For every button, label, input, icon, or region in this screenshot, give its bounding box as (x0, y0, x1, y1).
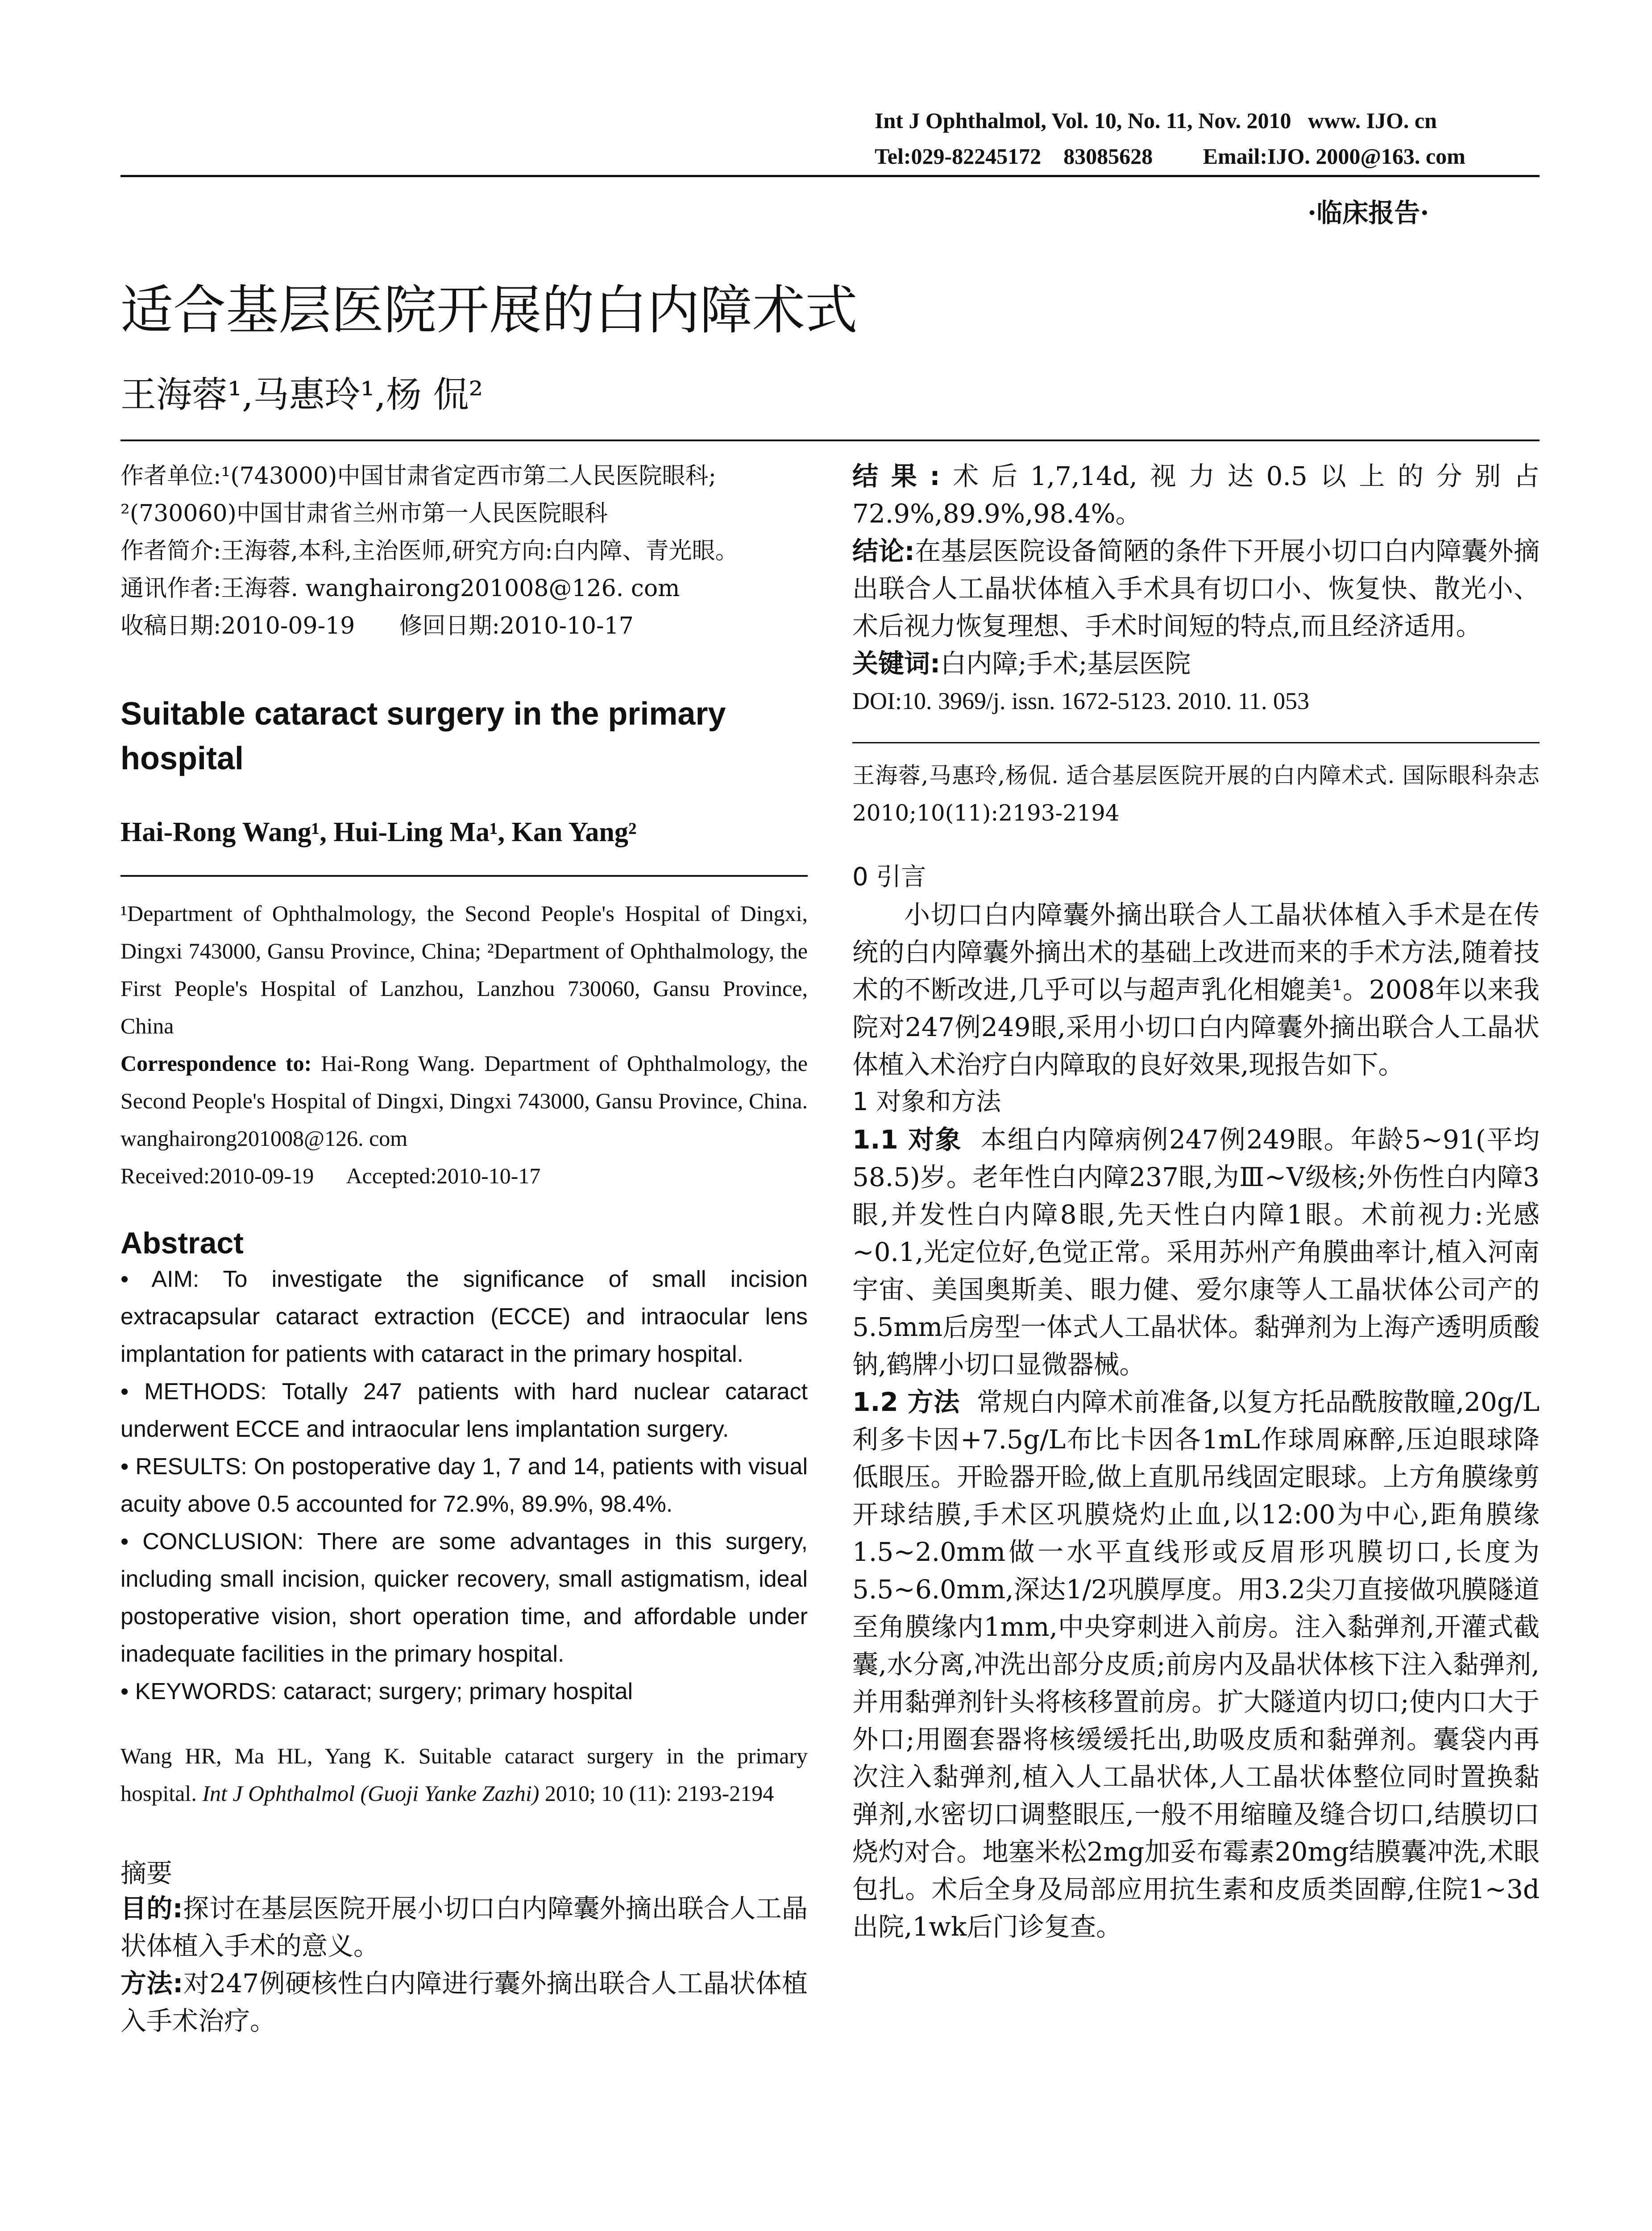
abstract-conclusion: • CONCLUSION: There are some advantages in this surgery, including small incision, quicker recovery, small astigmatism, ideal postoperative vision, short operation time, and affordable under inadequate facilities in the primary hospital. (120, 1529, 808, 1667)
keywords-label: 关键词: (852, 648, 941, 679)
abstract-cn-aim (120, 1890, 808, 1965)
abstract-cn-heading: 摘要 (120, 1858, 173, 1888)
results-label: 结果: (852, 461, 940, 491)
section-1-2-label: 1.2 方法 (852, 1387, 960, 1417)
section-1-1-text: 本组白内障病例247例249眼。年龄5~91(平均58.5)岁。老年性白内障237眼,为Ⅲ~Ⅴ级核;外伤性白内障3眼,并发性白内障8眼,先天性白内障1眼。术前视力:光感~0.1,光定位好,色觉正常。采用苏州产角膜曲率计,植入河南宇宙、美国奥斯美、眼力健、爱尔康等人工晶状体公司产的5.5mm后房型一体式人工晶状体。黏弹剂为上海产透明质酸钠,鹤牌小切口显微器械。 (852, 1124, 1540, 1380)
section-1-1 (852, 1121, 1540, 1383)
right-column (852, 457, 1540, 1945)
received-dates: Received:2010-09-19 Accepted:2010-10-17 (120, 1163, 541, 1188)
citation-en-authors: Wang HR, Ma HL, Yang K. Suitable cataract surgery in the primary hospital. (120, 1743, 808, 1806)
abstract-methods: • METHODS: Totally 247 patients with hard nuclear cataract underwent ECCE and intraocular lens implantation surgery. (120, 1379, 808, 1442)
section-1-2-text: 常规白内障术前准备,以复方托品酰胺散瞳,20g/L利多卡因+7.5g/L布比卡因各1mL作球周麻醉,压迫眼球降低眼压。开睑器开睑,做上直肌吊线固定眼球。上方角膜缘剪开球结膜,手术区巩膜烧灼止血,以12:00为中心,距角膜缘1.5~2.0mm做一水平直线形或反眉形巩膜切口,长度为5.5~6.0mm,深达1/2巩膜厚度。用3.2尖刀直接做巩膜隧道至角膜缘内1mm,中央穿刺进入前房。注入黏弹剂,开灌式截囊,水分离,冲洗出部分皮质;前房内及晶状体核下注入黏弹剂,并用黏弹剂针头将核移置前房。扩大隧道内切口;使内口大于外口;用圈套器将核缓缓托出,助吸皮质和黏弹剂。囊袋内再次注入黏弹剂,植入人工晶状体,人工晶状体整位同时置换黏弹剂,水密切口调整眼压,一般不用缩瞳及缝合切口,结膜切口烧灼对合。地塞米松2mg加妥布霉素20mg结膜囊冲洗,术眼包扎。术后全身及局部应用抗生素和皮质类固醇,住院1~3d出院,1wk后门诊复查。 (852, 1387, 1540, 1942)
author-rule (120, 875, 808, 877)
citation-rule (852, 742, 1540, 743)
abstract-results: • RESULTS: On postoperative day 1, 7 and 14, patients with visual acuity above 0.5 accounted for 72.9%, 89.9%, 98.4%. (120, 1454, 808, 1517)
abstract-cn-keywords (852, 645, 1540, 682)
abstract-aim: • AIM: To investigate the significance of small incision extracapsular cataract extraction (ECCE) and intraocular lens implantation for patients with cataract in the primary hospital. (120, 1266, 808, 1367)
intro-paragraph: 小切口白内障囊外摘出联合人工晶状体植入手术是在传统的白内障囊外摘出术的基础上改进而来的手术方法,随着技术的不断改进,几乎可以与超声乳化相媲美¹。2008年以来我院对247例249眼,采用小切口白内障囊外摘出联合人工晶状体植入术治疗白内障取的良好效果,现报告如下。 (852, 900, 1540, 1080)
citation-en-journal: Int J Ophthalmol (Guoji Yanke Zazhi) (202, 1781, 540, 1806)
section-1-2 (852, 1383, 1540, 1945)
affiliation-cn-line1: 作者单位:¹(743000)中国甘肃省定西市第二人民医院眼科; (120, 463, 716, 489)
title-rule (120, 440, 1540, 441)
journal-header-line2: Tel:029-82245172 83085628 Email:IJO. 2000@163. com (875, 144, 1465, 169)
dates-cn: 收稿日期:2010-09-19 修回日期:2010-10-17 (120, 613, 634, 639)
citation-en (120, 1737, 808, 1812)
aim-text: 探讨在基层医院开展小切口白内障囊外摘出联合人工晶状体植入手术的意义。 (120, 1893, 808, 1961)
conclusion-text: 在基层医院设备简陋的条件下开展小切口白内障囊外摘出联合人工晶状体植入手术具有切口小、恢复快、散光小、术后视力恢复理想、手术时间短的特点,而且经济适用。 (852, 536, 1540, 641)
affiliation-en: ¹Department of Ophthalmology, the Second People's Hospital of Dingxi, Dingxi 743000, Gansu Province, China; ²Department of Ophthalmology, the First People's Hospital of Lanzhou, Lanzhou 730060, Gansu Province, China (120, 901, 808, 1038)
abstract-cn-conclusion (852, 532, 1540, 645)
left-column (120, 457, 808, 2040)
results-text: 术后1,7,14d,视力达0.5以上的分别占72.9%,89.9%,98.4%。 (852, 461, 1540, 529)
citation-en-volume: 2010; 10 (11): 2193-2194 (539, 1781, 774, 1806)
correspondence (120, 1045, 808, 1157)
abstract-keywords: • KEYWORDS: cataract; surgery; primary hospital (120, 1679, 633, 1704)
authors-en: Hai-Rong Wang¹, Hui-Ling Ma¹, Kan Yang² (120, 817, 637, 847)
author-bio: 作者简介:王海蓉,本科,主治医师,研究方向:白内障、青光眼。 (120, 538, 739, 564)
abstract-cn-methods (120, 1965, 808, 2040)
affiliation-cn-line2: ²(730060)中国甘肃省兰州市第一人民医院眼科 (120, 500, 608, 527)
title-cn: 适合基层医院开展的白内障术式 (120, 279, 858, 341)
conclusion-label: 结论: (852, 536, 915, 566)
section-tag: ·临床报告· (1307, 198, 1429, 228)
section-intro-heading: 0 引言 (852, 863, 926, 892)
title-en: Suitable cataract surgery in the primary hospital (120, 696, 726, 776)
header-rule (120, 175, 1540, 177)
keywords-text: 白内障;手术;基层医院 (940, 648, 1191, 679)
section-1-1-label: 1.1 对象 (852, 1124, 962, 1155)
doi: DOI:10. 3969/j. issn. 1672-5123. 2010. 11. 053 (852, 688, 1309, 714)
methods-text: 对247例硬核性白内障进行囊外摘出联合人工晶状体植入手术治疗。 (120, 1968, 808, 2036)
citation-cn: 王海蓉,马惠玲,杨侃. 适合基层医院开展的白内障术式. 国际眼科杂志 2010;10(11):2193-2194 (852, 763, 1540, 826)
correspondence-text: Hai-Rong Wang. Department of Ophthalmology, the Second People's Hospital of Dingxi, Dingxi 743000, Gansu Province, China. wanghairong201008@126. com (120, 1051, 808, 1151)
section-methods-heading: 1 对象和方法 (852, 1087, 1001, 1116)
abstract-heading: Abstract (120, 1226, 244, 1260)
abstract-cn-results (852, 457, 1540, 532)
correspondence-label: Correspondence to: (120, 1051, 312, 1076)
journal-header-line1: Int J Ophthalmol, Vol. 10, No. 11, Nov. 2010 www. IJO. cn (875, 108, 1437, 133)
authors-cn: 王海蓉¹,马惠玲¹,杨 侃² (120, 374, 483, 415)
methods-label: 方法: (120, 1968, 183, 1999)
aim-label: 目的: (120, 1893, 183, 1924)
contact-author: 通讯作者:王海蓉. wanghairong201008@126. com (120, 575, 680, 602)
